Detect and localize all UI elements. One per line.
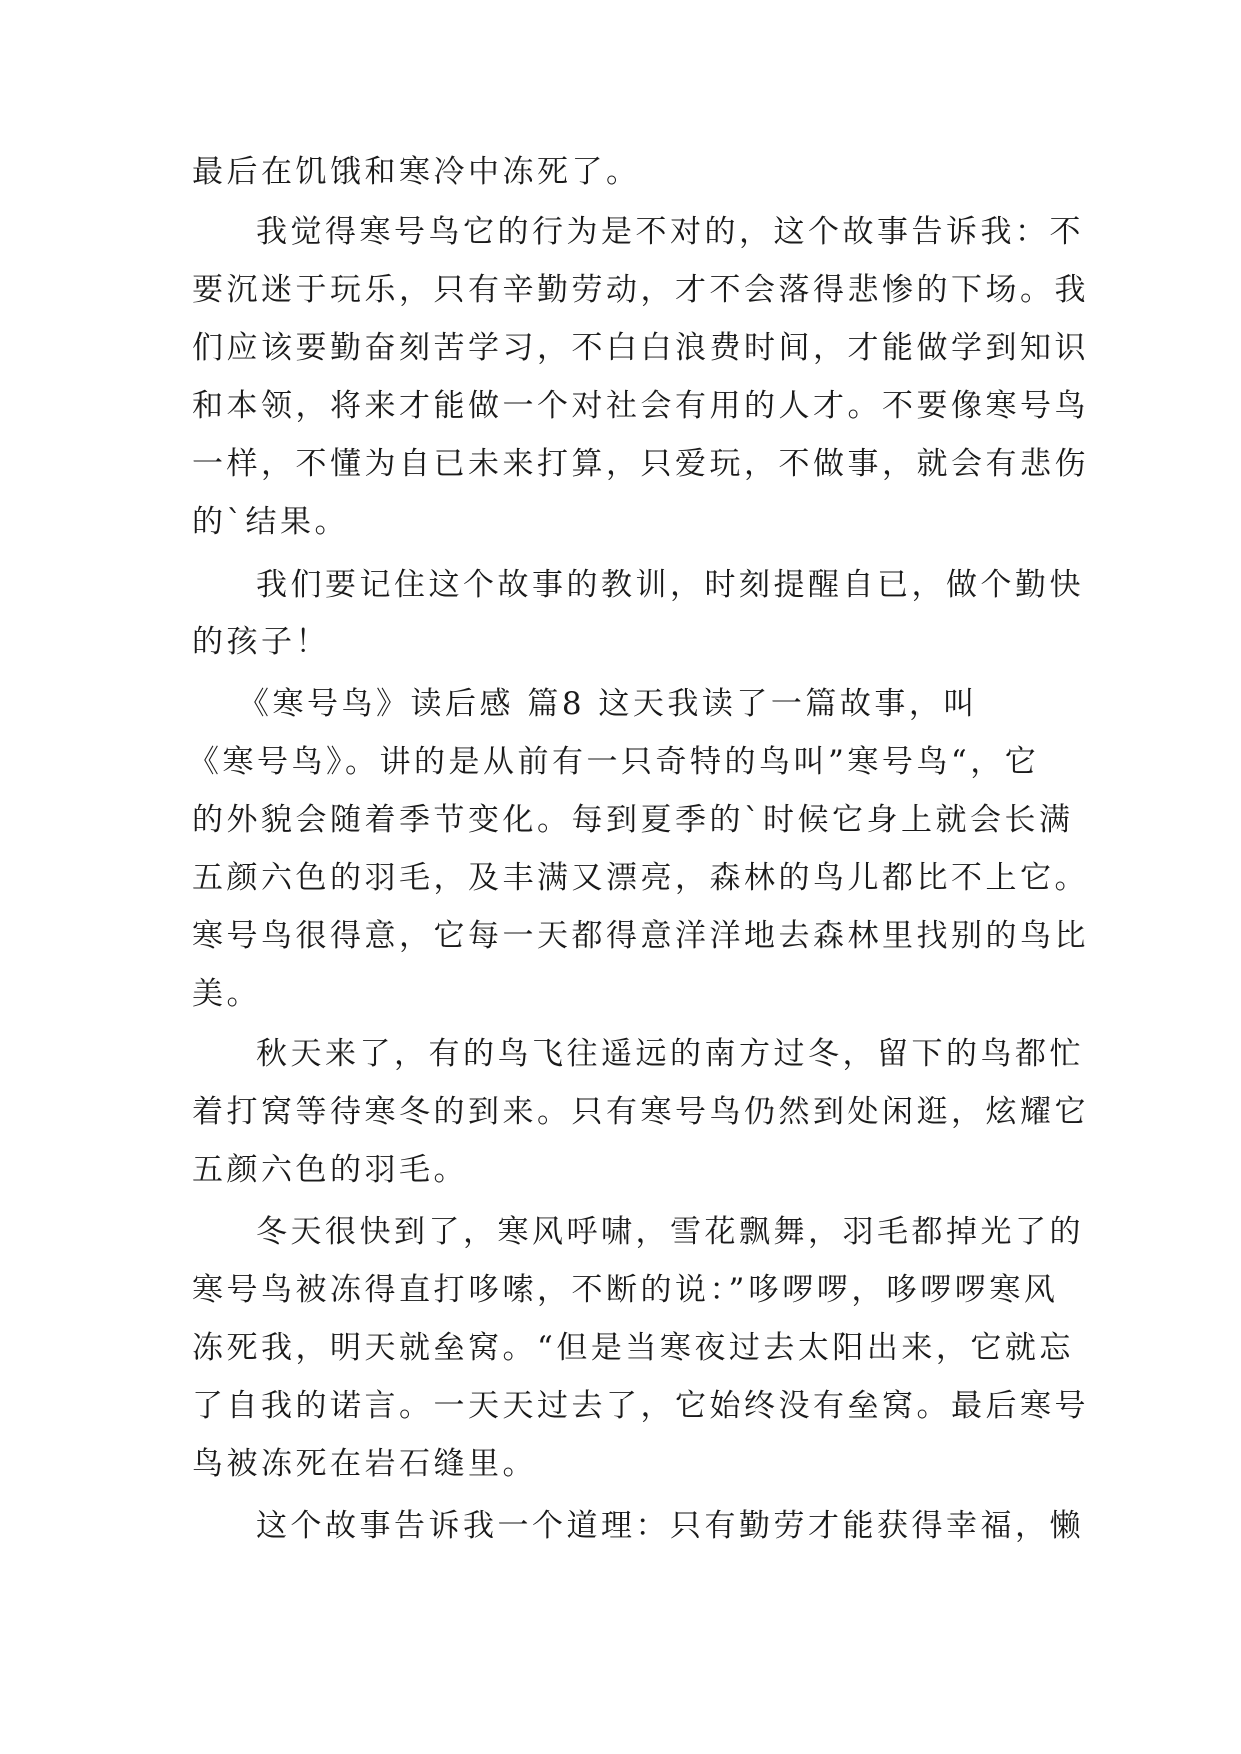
text-line: 一样，不懂为自已未来打算，只爱玩，不做事，就会有悲伤 (192, 446, 1089, 482)
paragraph-start-line: 秋天来了，有的鸟飞往遥远的南方过冬，留下的鸟都忙 (256, 1036, 1084, 1072)
text-line: 寒号鸟被冻得直打哆嗦，不断的说：”哆啰啰，哆啰啰寒风 (192, 1272, 1059, 1308)
paragraph-start-line: 这个故事告诉我一个道理：只有勤劳才能获得幸福，懒 (256, 1508, 1084, 1544)
text-line: 着打窝等待寒冬的到来。只有寒号鸟仍然到处闲逛，炫耀它 (192, 1094, 1089, 1130)
text-line: 美。 (192, 976, 261, 1012)
text-line: 《寒号鸟》。讲的是从前有一只奇特的鸟叫”寒号鸟“，它 (188, 744, 1040, 780)
text-line: 最后在饥饿和寒冷中冻死了。 (192, 154, 641, 190)
paragraph-start-line: 冬天很快到了，寒风呼啸，雪花飘舞，羽毛都掉光了的 (256, 1214, 1084, 1250)
text-line: 五颜六色的羽毛，及丰满又漂亮，森林的鸟儿都比不上它。 (192, 860, 1089, 896)
paragraph-start-line: 我们要记住这个故事的教训，时刻提醒自已，做个勤快 (256, 567, 1084, 603)
paragraph-start-line: 我觉得寒号鸟它的行为是不对的，这个故事告诉我：不 (256, 214, 1084, 250)
text-line: 了自我的诺言。一天天过去了，它始终没有垒窝。最后寒号 (192, 1388, 1089, 1424)
text-line: 的孩子！ (192, 624, 330, 660)
text-line: 鸟被冻死在岩石缝里。 (192, 1446, 537, 1482)
text-line: 的外貌会随着季节变化。每到夏季的`时候它身上就会长满 (192, 802, 1074, 838)
text-line: 冻死我，明天就垒窝。“但是当寒夜过去太阳出来，它就忘 (192, 1330, 1074, 1366)
section-heading-line: 《寒号鸟》读后感 篇8 这天我读了一篇故事，叫 (238, 686, 978, 722)
text-line: 们应该要勤奋刻苦学习，不白白浪费时间，才能做学到知识 (192, 330, 1089, 366)
text-line: 要沉迷于玩乐，只有辛勤劳动，才不会落得悲惨的下场。我 (192, 272, 1089, 308)
text-line: 寒号鸟很得意，它每一天都得意洋洋地去森林里找别的鸟比 (192, 918, 1089, 954)
text-line: 和本领，将来才能做一个对社会有用的人才。不要像寒号鸟 (192, 388, 1089, 424)
text-line: 的`结果。 (192, 504, 349, 540)
text-line: 五颜六色的羽毛。 (192, 1152, 468, 1188)
